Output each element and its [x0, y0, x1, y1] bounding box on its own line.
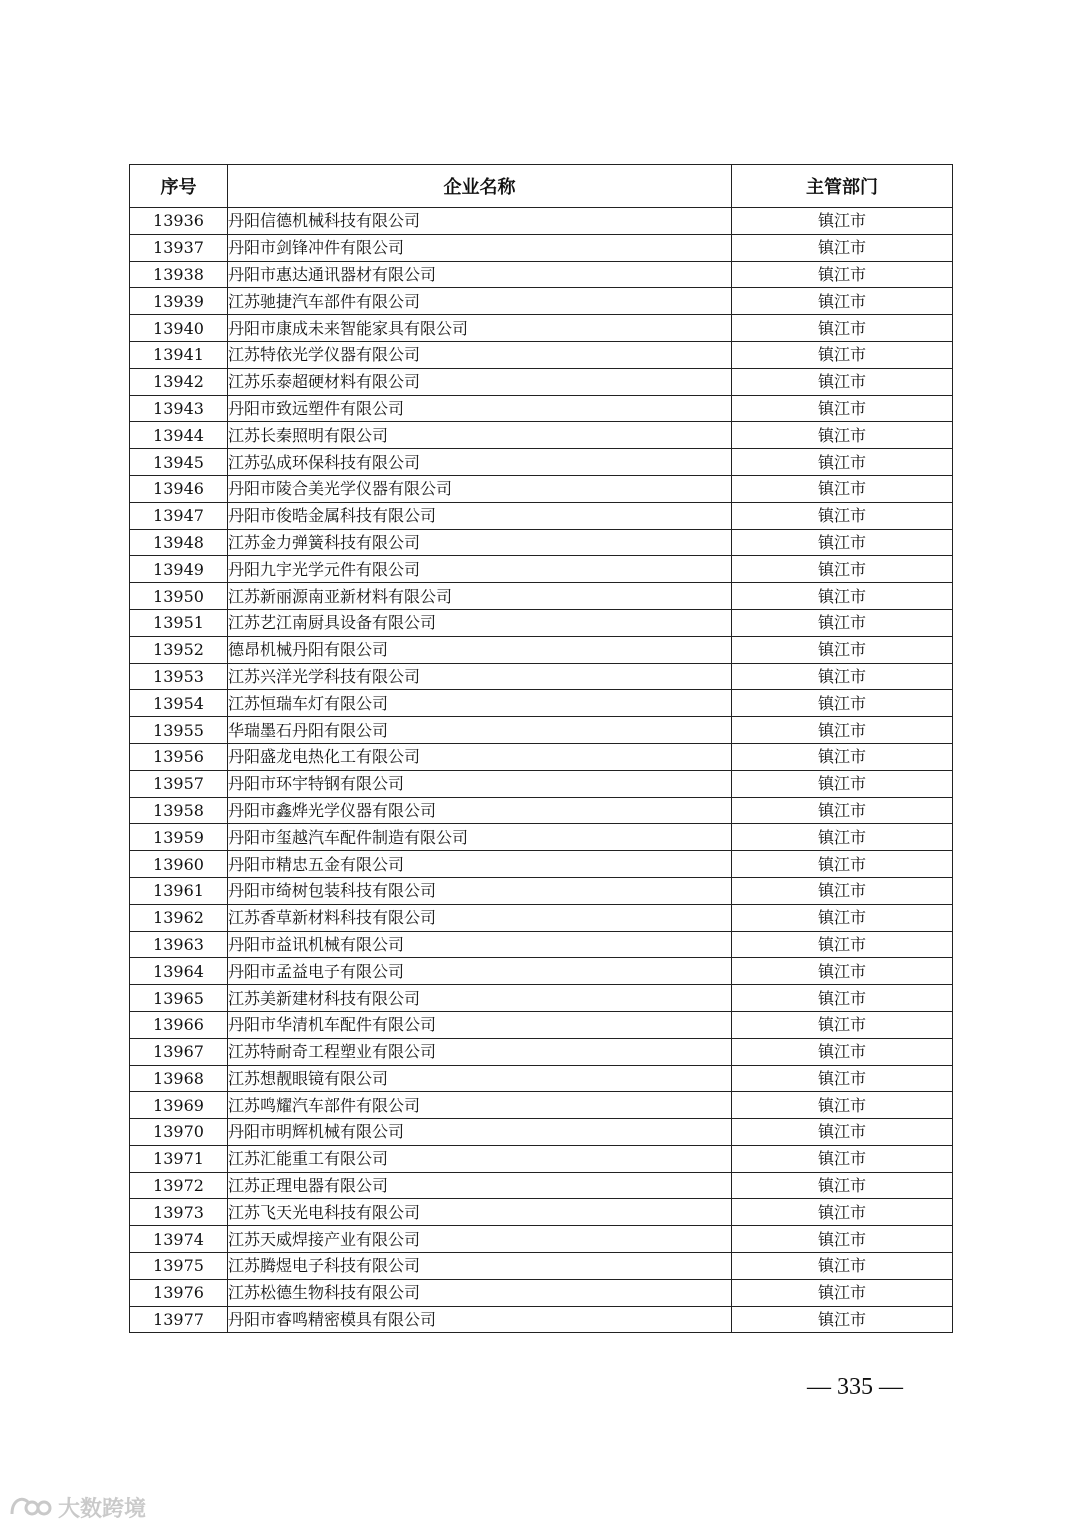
- cell-serial-number: 13957: [130, 770, 228, 797]
- cell-department: 镇江市: [732, 609, 953, 636]
- cell-department: 镇江市: [732, 234, 953, 261]
- cell-department: 镇江市: [732, 904, 953, 931]
- cell-department: 镇江市: [732, 556, 953, 583]
- table-row: [130, 395, 953, 422]
- cell-serial-number: 13937: [130, 234, 228, 261]
- cell-company-name: 丹阳市陵合美光学仪器有限公司: [228, 475, 732, 502]
- cell-serial-number: 13954: [130, 690, 228, 717]
- cell-serial-number: 13964: [130, 958, 228, 985]
- cell-company-name: 丹阳市精忠五金有限公司: [228, 851, 732, 878]
- cell-company-name: 江苏美新建材科技有限公司: [228, 985, 732, 1012]
- cell-company-name: 华瑞墨石丹阳有限公司: [228, 717, 732, 744]
- table-row: [130, 1199, 953, 1226]
- cell-department: 镇江市: [732, 1119, 953, 1146]
- cell-company-name: 江苏长秦照明有限公司: [228, 422, 732, 449]
- table-body: [130, 208, 953, 1333]
- cell-department: 镇江市: [732, 851, 953, 878]
- cell-serial-number: 13942: [130, 368, 228, 395]
- cell-company-name: 丹阳市玺越汽车配件制造有限公司: [228, 824, 732, 851]
- table-row: [130, 851, 953, 878]
- table-row: [130, 797, 953, 824]
- cell-company-name: 江苏艺江南厨具设备有限公司: [228, 609, 732, 636]
- cell-serial-number: 13962: [130, 904, 228, 931]
- cell-company-name: 德昂机械丹阳有限公司: [228, 636, 732, 663]
- cell-department: 镇江市: [732, 1253, 953, 1280]
- cell-department: 镇江市: [732, 931, 953, 958]
- cell-serial-number: 13967: [130, 1038, 228, 1065]
- table-row: [130, 502, 953, 529]
- table-row: [130, 985, 953, 1012]
- table-row: [130, 1226, 953, 1253]
- cell-serial-number: 13958: [130, 797, 228, 824]
- cell-department: 镇江市: [732, 690, 953, 717]
- cell-department: 镇江市: [732, 1038, 953, 1065]
- cell-serial-number: 13973: [130, 1199, 228, 1226]
- cell-serial-number: 13949: [130, 556, 228, 583]
- table-row: [130, 1145, 953, 1172]
- cell-serial-number: 13963: [130, 931, 228, 958]
- table-row: [130, 368, 953, 395]
- cell-department: 镇江市: [732, 422, 953, 449]
- cell-department: 镇江市: [732, 770, 953, 797]
- cell-company-name: 江苏想靓眼镜有限公司: [228, 1065, 732, 1092]
- cell-company-name: 江苏腾煜电子科技有限公司: [228, 1253, 732, 1280]
- cell-company-name: 江苏驰捷汽车部件有限公司: [228, 288, 732, 315]
- table-row: [130, 904, 953, 931]
- cell-serial-number: 13946: [130, 475, 228, 502]
- cell-department: 镇江市: [732, 395, 953, 422]
- cell-department: 镇江市: [732, 368, 953, 395]
- table-row: [130, 1119, 953, 1146]
- cell-department: 镇江市: [732, 663, 953, 690]
- table-row: [130, 475, 953, 502]
- table-header-row: [130, 165, 953, 208]
- cell-company-name: 江苏松德生物科技有限公司: [228, 1279, 732, 1306]
- cell-department: 镇江市: [732, 743, 953, 770]
- cell-serial-number: 13969: [130, 1092, 228, 1119]
- table-row: [130, 1092, 953, 1119]
- cell-serial-number: 13936: [130, 208, 228, 235]
- cell-department: 镇江市: [732, 1065, 953, 1092]
- cell-serial-number: 13974: [130, 1226, 228, 1253]
- cell-department: 镇江市: [732, 1279, 953, 1306]
- enterprise-table: [129, 164, 953, 1333]
- cell-company-name: 丹阳市剑锋冲件有限公司: [228, 234, 732, 261]
- cell-department: 镇江市: [732, 636, 953, 663]
- page-number: — 335 —: [807, 1374, 903, 1400]
- cell-company-name: 丹阳市华清机车配件有限公司: [228, 1011, 732, 1038]
- table-row: [130, 208, 953, 235]
- cell-company-name: 丹阳市益讯机械有限公司: [228, 931, 732, 958]
- cell-company-name: 江苏兴洋光学科技有限公司: [228, 663, 732, 690]
- cell-company-name: 丹阳市康成未来智能家具有限公司: [228, 315, 732, 342]
- table-row: [130, 1011, 953, 1038]
- cell-company-name: 江苏鸣耀汽车部件有限公司: [228, 1092, 732, 1119]
- cell-company-name: 江苏天威焊接产业有限公司: [228, 1226, 732, 1253]
- cell-department: 镇江市: [732, 877, 953, 904]
- cell-company-name: 丹阳市明辉机械有限公司: [228, 1119, 732, 1146]
- table-row: [130, 1279, 953, 1306]
- cell-department: 镇江市: [732, 1092, 953, 1119]
- cell-company-name: 江苏弘成环保科技有限公司: [228, 449, 732, 476]
- cell-department: 镇江市: [732, 341, 953, 368]
- cell-company-name: 江苏乐泰超硬材料有限公司: [228, 368, 732, 395]
- table-row: [130, 877, 953, 904]
- cell-company-name: 江苏新丽源南亚新材料有限公司: [228, 583, 732, 610]
- table-row: [130, 315, 953, 342]
- cell-company-name: 丹阳盛龙电热化工有限公司: [228, 743, 732, 770]
- cell-serial-number: 13961: [130, 877, 228, 904]
- table-row: [130, 583, 953, 610]
- cell-department: 镇江市: [732, 449, 953, 476]
- cell-serial-number: 13971: [130, 1145, 228, 1172]
- cell-company-name: 江苏香草新材料科技有限公司: [228, 904, 732, 931]
- cell-serial-number: 13966: [130, 1011, 228, 1038]
- table-row: [130, 743, 953, 770]
- cell-company-name: 丹阳市环宇特钢有限公司: [228, 770, 732, 797]
- table-row: [130, 636, 953, 663]
- table-row: [130, 1253, 953, 1280]
- cell-serial-number: 13959: [130, 824, 228, 851]
- cell-company-name: 丹阳市睿鸣精密模具有限公司: [228, 1306, 732, 1333]
- cell-department: 镇江市: [732, 717, 953, 744]
- table-row: [130, 1038, 953, 1065]
- table-row: [130, 1065, 953, 1092]
- cell-serial-number: 13955: [130, 717, 228, 744]
- table-row: [130, 529, 953, 556]
- cell-serial-number: 13975: [130, 1253, 228, 1280]
- cell-company-name: 丹阳市致远塑件有限公司: [228, 395, 732, 422]
- table-row: [130, 663, 953, 690]
- cell-department: 镇江市: [732, 1226, 953, 1253]
- cell-department: 镇江市: [732, 1199, 953, 1226]
- cell-serial-number: 13948: [130, 529, 228, 556]
- cell-serial-number: 13951: [130, 609, 228, 636]
- cell-company-name: 江苏特依光学仪器有限公司: [228, 341, 732, 368]
- cell-serial-number: 13939: [130, 288, 228, 315]
- cell-department: 镇江市: [732, 288, 953, 315]
- cell-department: 镇江市: [732, 1145, 953, 1172]
- watermark-text: 大数跨境: [58, 1496, 147, 1522]
- table-row: [130, 288, 953, 315]
- cell-serial-number: 13970: [130, 1119, 228, 1146]
- cell-department: 镇江市: [732, 797, 953, 824]
- cell-serial-number: 13941: [130, 341, 228, 368]
- table-row: [130, 556, 953, 583]
- table-row: [130, 449, 953, 476]
- cell-department: 镇江市: [732, 261, 953, 288]
- cell-department: 镇江市: [732, 315, 953, 342]
- cell-serial-number: 13940: [130, 315, 228, 342]
- cell-company-name: 江苏汇能重工有限公司: [228, 1145, 732, 1172]
- cell-company-name: 江苏正理电器有限公司: [228, 1172, 732, 1199]
- cell-department: 镇江市: [732, 1306, 953, 1333]
- cell-department: 镇江市: [732, 958, 953, 985]
- cell-department: 镇江市: [732, 529, 953, 556]
- table-row: [130, 931, 953, 958]
- table-row: [130, 234, 953, 261]
- cell-company-name: 丹阳市俊晧金属科技有限公司: [228, 502, 732, 529]
- table-row: [130, 1172, 953, 1199]
- cell-company-name: 丹阳市惠达通讯器材有限公司: [228, 261, 732, 288]
- column-header-no: 序号: [130, 165, 228, 208]
- cell-company-name: 丹阳信德机械科技有限公司: [228, 208, 732, 235]
- cell-serial-number: 13943: [130, 395, 228, 422]
- cell-department: 镇江市: [732, 208, 953, 235]
- cell-company-name: 江苏飞天光电科技有限公司: [228, 1199, 732, 1226]
- table-row: [130, 609, 953, 636]
- table-row: [130, 770, 953, 797]
- cell-department: 镇江市: [732, 502, 953, 529]
- table-row: [130, 341, 953, 368]
- cell-serial-number: 13947: [130, 502, 228, 529]
- cell-department: 镇江市: [732, 824, 953, 851]
- cell-serial-number: 13960: [130, 851, 228, 878]
- table-row: [130, 958, 953, 985]
- cell-department: 镇江市: [732, 1172, 953, 1199]
- table-row: [130, 717, 953, 744]
- cell-department: 镇江市: [732, 1011, 953, 1038]
- cell-serial-number: 13938: [130, 261, 228, 288]
- cell-department: 镇江市: [732, 583, 953, 610]
- cell-serial-number: 13972: [130, 1172, 228, 1199]
- brand-logo-icon: [8, 1492, 52, 1522]
- column-header-name: 企业名称: [228, 165, 732, 208]
- table-row: [130, 422, 953, 449]
- cell-company-name: 江苏特耐奇工程塑业有限公司: [228, 1038, 732, 1065]
- cell-company-name: 江苏金力弹簧科技有限公司: [228, 529, 732, 556]
- cell-company-name: 江苏恒瑞车灯有限公司: [228, 690, 732, 717]
- cell-company-name: 丹阳九宇光学元件有限公司: [228, 556, 732, 583]
- watermark: [8, 1490, 146, 1524]
- cell-serial-number: 13944: [130, 422, 228, 449]
- column-header-dept: 主管部门: [732, 165, 953, 208]
- cell-serial-number: 13977: [130, 1306, 228, 1333]
- cell-serial-number: 13945: [130, 449, 228, 476]
- cell-company-name: 丹阳市鑫烨光学仪器有限公司: [228, 797, 732, 824]
- table-row: [130, 1306, 953, 1333]
- cell-department: 镇江市: [732, 475, 953, 502]
- cell-serial-number: 13952: [130, 636, 228, 663]
- cell-serial-number: 13965: [130, 985, 228, 1012]
- table-row: [130, 690, 953, 717]
- cell-company-name: 丹阳市孟益电子有限公司: [228, 958, 732, 985]
- cell-serial-number: 13968: [130, 1065, 228, 1092]
- cell-department: 镇江市: [732, 985, 953, 1012]
- cell-serial-number: 13976: [130, 1279, 228, 1306]
- table-row: [130, 824, 953, 851]
- cell-serial-number: 13950: [130, 583, 228, 610]
- cell-serial-number: 13953: [130, 663, 228, 690]
- cell-serial-number: 13956: [130, 743, 228, 770]
- table-row: [130, 261, 953, 288]
- cell-company-name: 丹阳市绮树包装科技有限公司: [228, 877, 732, 904]
